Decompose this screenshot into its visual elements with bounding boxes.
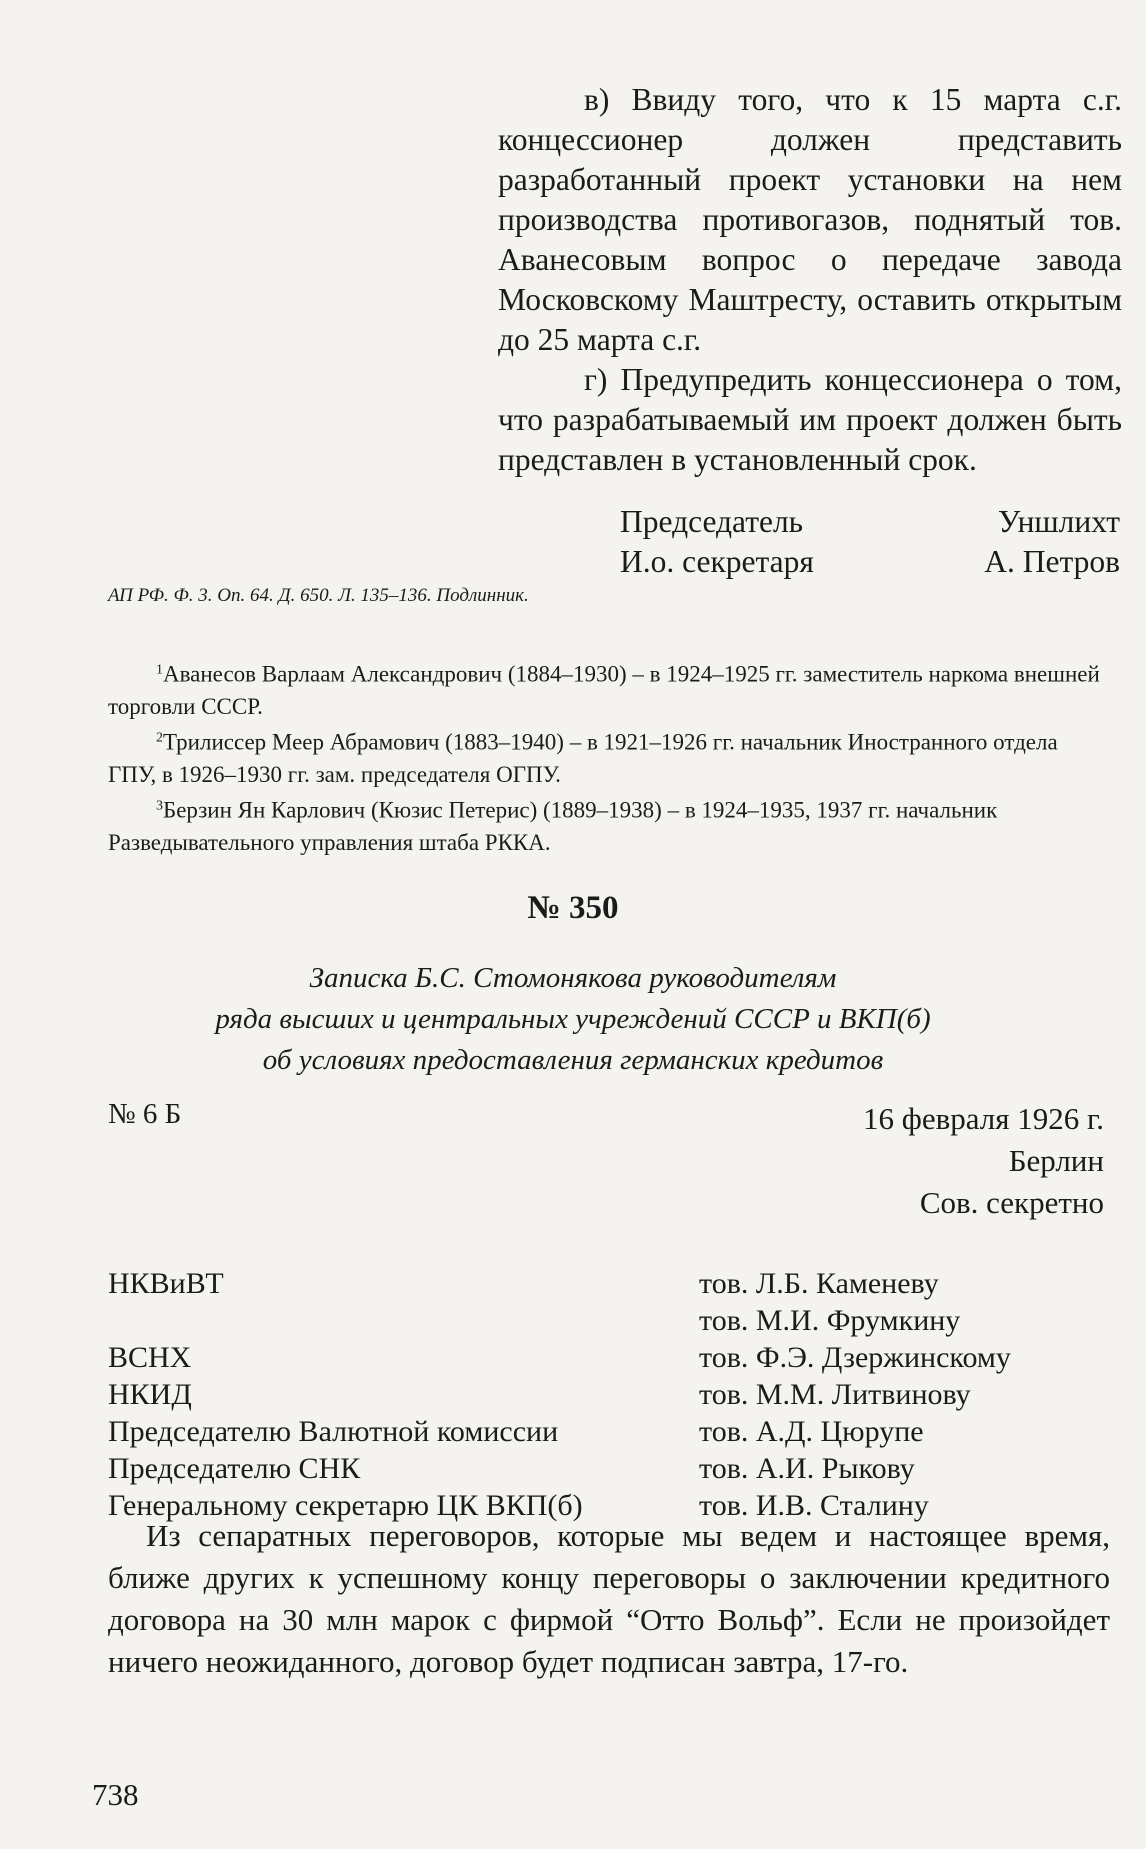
signature-block [620, 502, 1120, 582]
signature-name: А. Петров [984, 544, 1120, 579]
classification-stamp: Сов. секретно [919, 1185, 1104, 1220]
document-number: № 350 [527, 890, 619, 926]
title-line: Записка Б.С. Стомонякова руководителям [309, 962, 837, 994]
recipient-name: тов. М.М. Литвинову [699, 1378, 971, 1411]
recipient-row [108, 1304, 1068, 1341]
footnote: $^2$Трилиссер Меер Абрамович (1883–1940) – в 1921–1926 гг. начальник Иностранного отдела ГПУ, в 1926–1930 гг. зам. председателя ОГПУ. [108, 729, 1058, 787]
page-number: 738 [92, 1777, 139, 1812]
recipient-row [108, 1267, 1068, 1304]
recipient-name: тов. М.И. Фрумкину [699, 1304, 961, 1337]
signature-role: Председатель [620, 504, 804, 539]
body-paragraph: Из сепаратных переговоров, которые мы ведем и настоящее время, ближе других к успешному концу переговоры о заключении кредитного договора на 30 млн марок с фирмой “Отто Вольф”. Если не произойдет ничего неожиданного, договор будет подписан завтра, 17-го. [108, 1518, 1110, 1679]
footnote: $^3$Берзин Ян Карлович (Кюзис Петерис) (1889–1938) – в 1924–1935, 1937 гг. начальник Разведывательного управления штаба РККА. [108, 797, 998, 855]
recipient-name: тов. А.И. Рыкову [699, 1452, 915, 1485]
document-date: 16 февраля 1926 г. [863, 1101, 1104, 1136]
recipients-list [108, 1230, 1068, 1526]
recipient-row [108, 1230, 1068, 1267]
recipient-row [108, 1378, 1068, 1415]
recipient-name: тов. А.Д. Цюрупе [699, 1415, 924, 1448]
document-title [0, 958, 1146, 1081]
document-place: Берлин [1008, 1143, 1104, 1178]
signature-name: Уншлихт [998, 504, 1120, 539]
recipient-row [108, 1341, 1068, 1378]
recipient-org: Председателю СНК [108, 1452, 361, 1485]
recipient-name: тов. И.В. Сталину [699, 1489, 929, 1522]
recipient-row [108, 1452, 1068, 1489]
recipient-org: НКИД [108, 1378, 192, 1411]
continuation-paragraphs [498, 80, 1122, 480]
registration-number: № 6 Б [108, 1098, 182, 1130]
recipient-name: тов. Л.Б. Каменеву [699, 1267, 939, 1300]
signature-row [620, 542, 1120, 582]
paragraph-v: в) Ввиду того, что к 15 марта с.г. концессионер должен представить разработанный проект установки на нем производства противогазов, поднятый тов. Аванесовым вопрос о передаче завода Московскому Маштресту, оставить открытым до 25 марта с.г. [498, 82, 1122, 357]
archive-source-note: АП РФ. Ф. 3. Оп. 64. Д. 650. Л. 135–136. Подлинник. [108, 585, 529, 606]
recipient-org: НКВиВТ [108, 1267, 224, 1300]
title-line: об условиях предоставления германских кредитов [262, 1044, 884, 1076]
document-meta [863, 1098, 1104, 1224]
recipient-name: тов. Ф.Э. Дзержинскому [699, 1341, 1011, 1374]
paragraph-g: г) Предупредить концессионера о том, что разрабатываемый им проект должен быть представлен в установленный срок. [498, 362, 1122, 477]
footnote: $^1$Аванесов Варлаам Александрович (1884–1930) – в 1924–1925 гг. заместитель наркома внешней торговли СССР. [108, 661, 1100, 719]
recipient-org: ВСНХ [108, 1341, 192, 1374]
recipient-org: Генеральному секретарю ЦК ВКП(б) [108, 1489, 583, 1522]
title-line: ряда высших и центральных учреждений СССР и ВКП(б) [215, 1003, 931, 1035]
recipient-row [108, 1415, 1068, 1452]
signature-role: И.о. секретаря [620, 544, 814, 579]
recipient-org: Председателю Валютной комиссии [108, 1415, 559, 1448]
letter-body [108, 1515, 1110, 1683]
signature-row [620, 502, 1120, 542]
